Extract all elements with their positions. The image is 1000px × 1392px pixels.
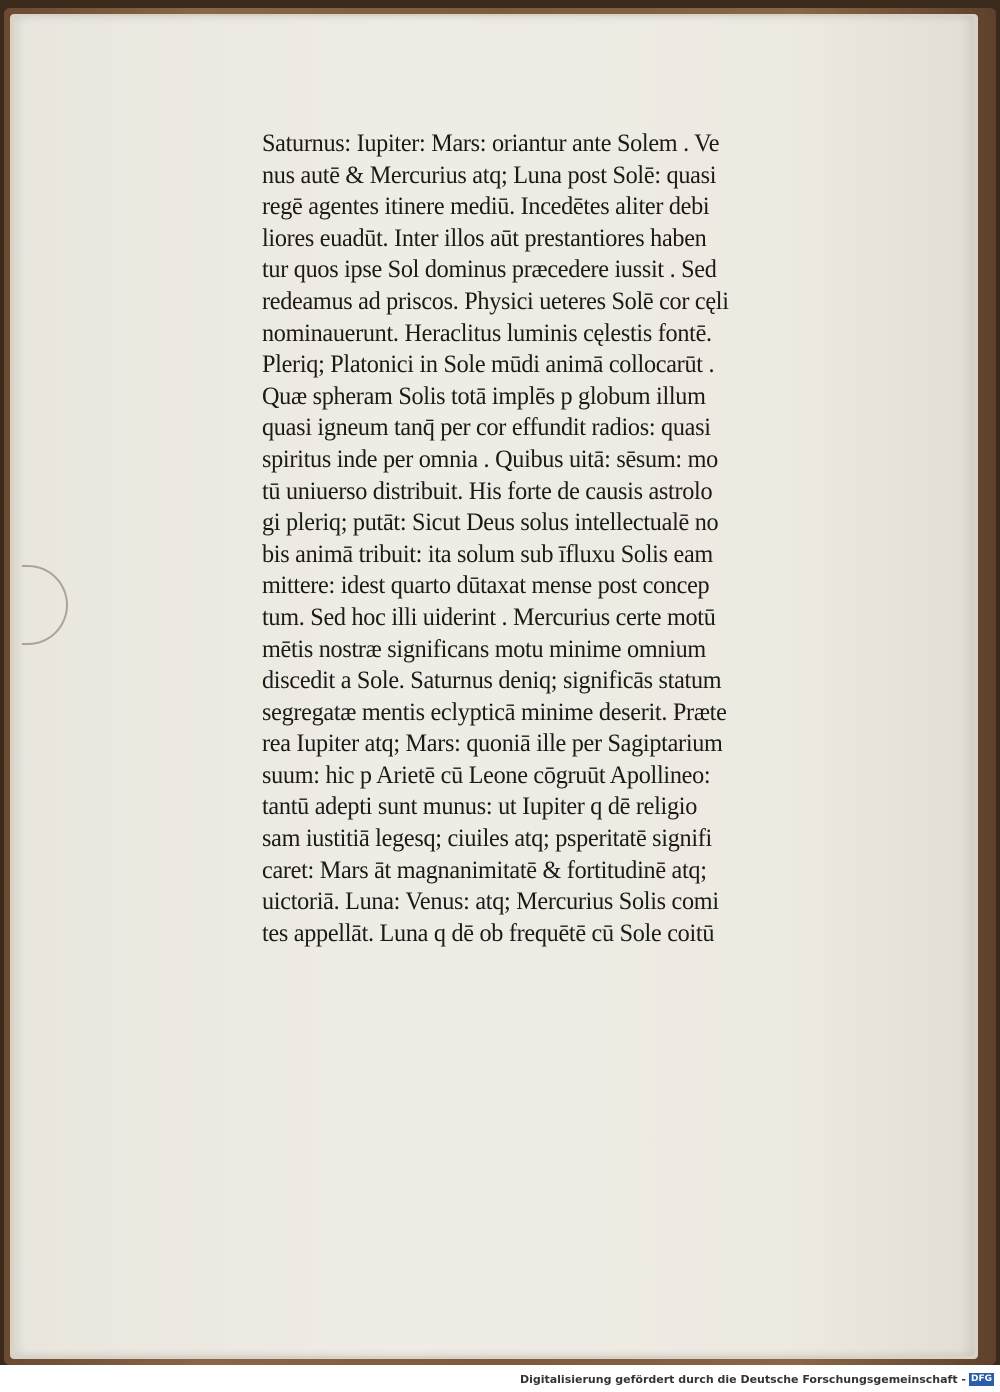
text-line: mētis nostræ significans motu minime omnium [262,635,706,663]
text-line: suum: hic p Arietē cū Leone cōgruūt Apollineo: [262,761,711,789]
printed-text-block [262,128,882,949]
text-line: uictoriā. Luna: Venus: atq; Mercurius Solis comi [262,888,719,916]
text-line: gi pleriq; putāt: Sicut Deus solus intellectualē no [262,509,719,537]
text-line: sam iustitiā legesq; ciuiles atq; psperitatē signifi [262,825,712,853]
text-line: nus autē & Mercurius atq; Luna post Solē: quasi [262,161,717,189]
dfg-logo: DFG [970,1374,992,1384]
text-line: Saturnus: Iupiter: Mars: oriantur ante Solem . Ve [262,130,720,157]
text-line: Pleriq; Platonici in Sole mūdi animā collocarūt . [262,351,715,379]
text-line: tur quos ipse Sol dominus præcedere iussit . Sed [262,256,717,284]
text-line: nominauerunt. Heraclitus luminis cęlestis fontē. [262,319,712,347]
text-line: regē agentes itinere mediū. Incedētes aliter debi [262,193,710,221]
text-line: mittere: idest quarto dūtaxat mense post concep [262,572,710,600]
text-line: tes appellāt. Luna q dē ob frequētē cū Sole coitū [262,919,715,947]
text-line: tū uniuerso distribuit. His forte de causis astrolo [262,477,713,505]
text-line: Quæ spheram Solis totā implēs p globum illum [262,382,706,410]
text-line: redeamus ad priscos. Physici ueteres Solē cor cęli [262,287,729,315]
text-line: bis animā tribuit: ita solum sub īfluxu Solis eam [262,540,713,568]
text-line: discedit a Sole. Saturnus deniq; significās statum [262,667,722,695]
text-line: liores euadūt. Inter illos aūt prestantiores haben [262,224,707,252]
text-line: quasi igneum tanq̄ per cor effundit radios: quasi [262,414,711,442]
text-line: tantū adepti sunt munus: ut Iupiter q dē religio [262,793,698,821]
text-line: caret: Mars āt magnanimitatē & fortitudinē atq; [262,856,707,884]
text-line: spiritus inde per omnia . Quibus uitā: sēsum: mo [262,445,718,473]
funding-credit: Digitalisierung gefördert durch die Deutsche Forschungsgemeinschaft - [519,1373,966,1386]
text-line: tum. Sed hoc illi uiderint . Mercurius certe motū [262,603,716,631]
text-line: segregatæ mentis eclypticā minime deserit. Præte [262,698,727,726]
text-line: rea Iupiter atq; Mars: quoniā ille per Sagiptarium [262,730,723,758]
